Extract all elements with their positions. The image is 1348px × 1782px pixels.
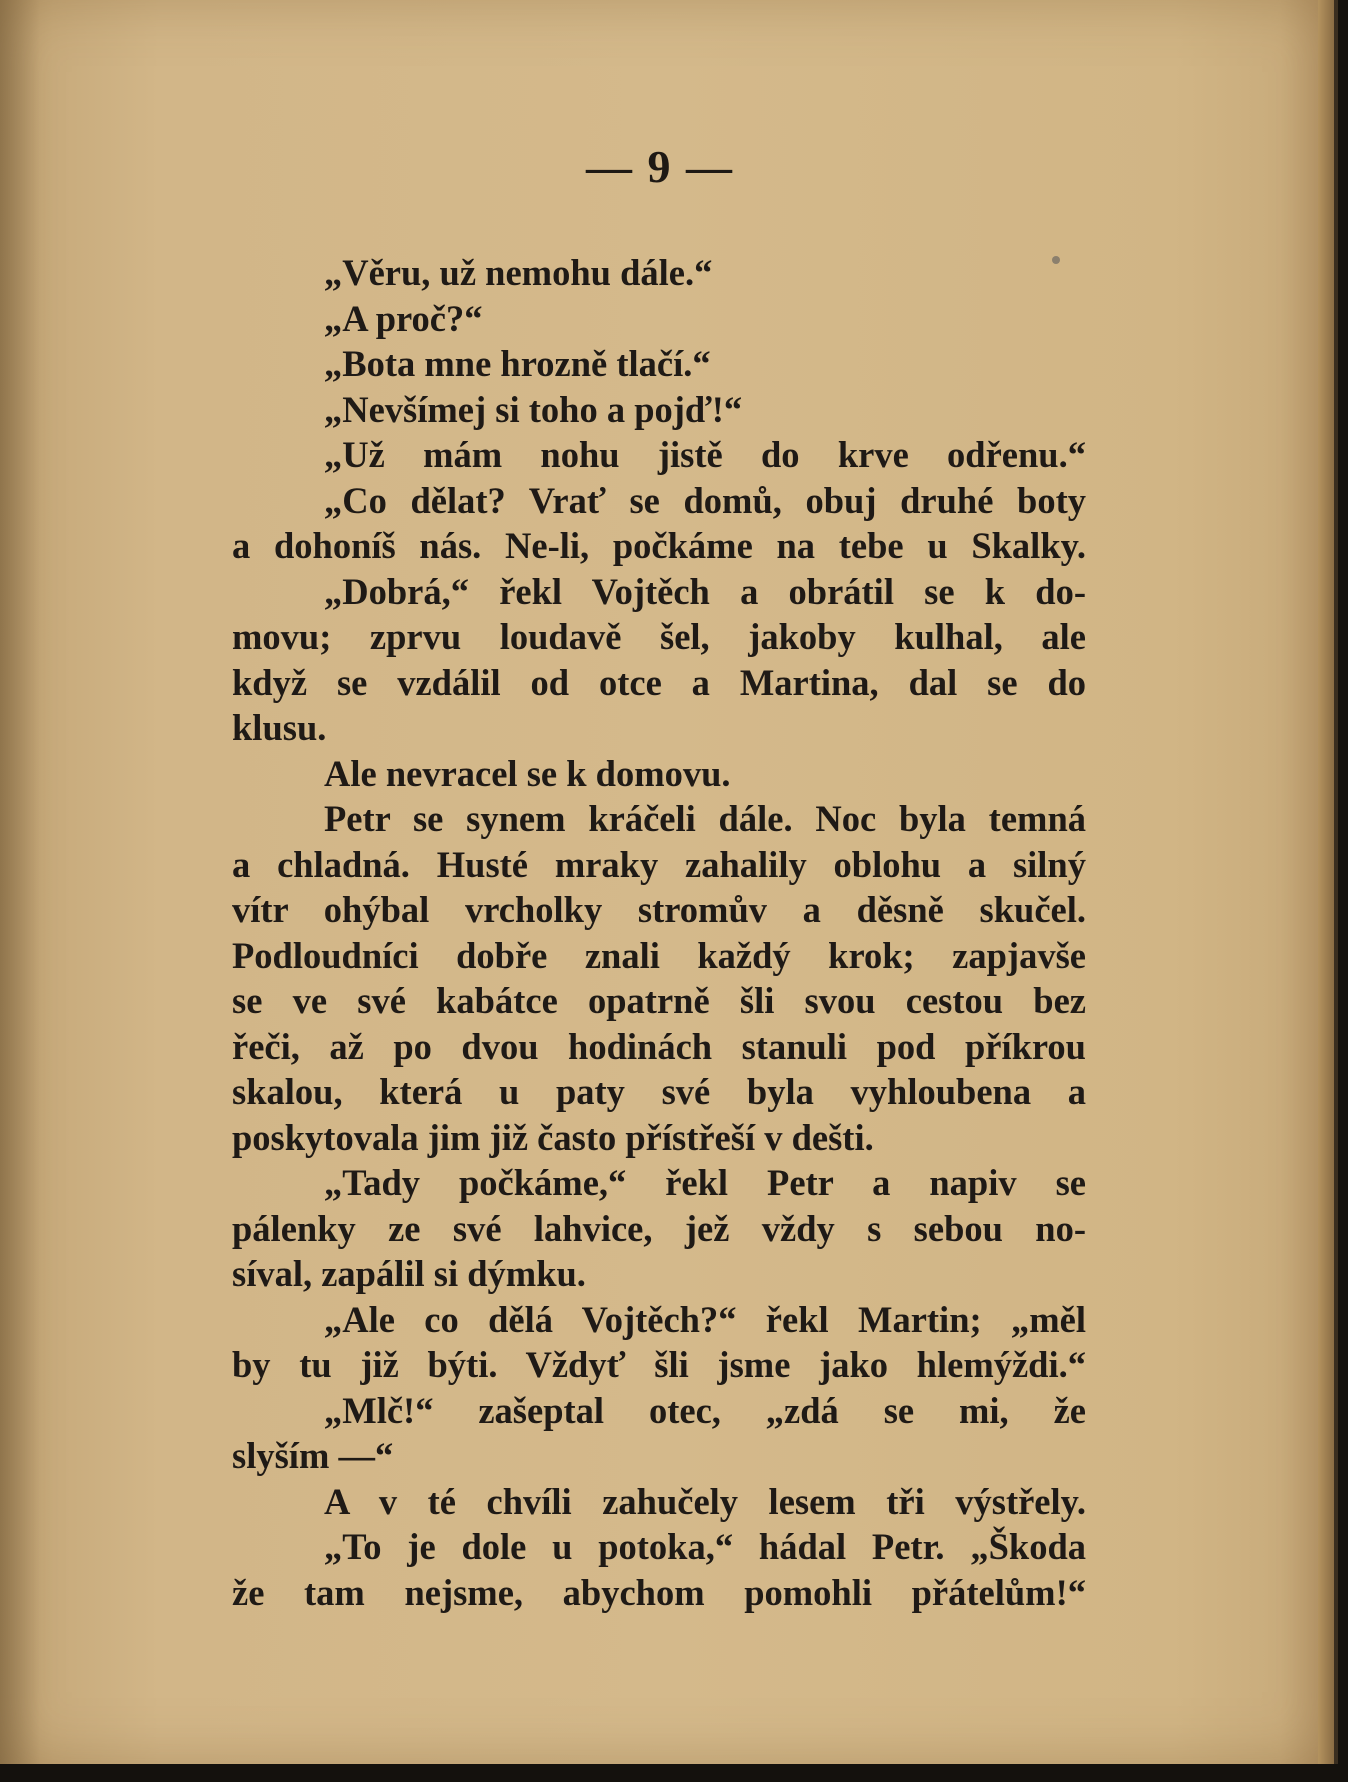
text-line: „Dobrá,“ řekl Vojtěch a obrátil se k do- [324, 570, 1086, 612]
text-line: síval, zapálil si dýmku. [232, 1253, 586, 1294]
text-line: klusu. [232, 707, 327, 748]
text-line: „Ale co dělá Vojtěch?“ řekl Martin; „měl [324, 1298, 1086, 1340]
text-line: Ale nevracel se k domovu. [324, 752, 731, 794]
text-line: poskytovala jim již často přístřeší v dešti. [232, 1116, 874, 1158]
text-line: „To je dole u potoka,“ hádal Petr. „Škoda [324, 1526, 1086, 1567]
text-line: „Tady počkáme,“ řekl Petr a napiv se [324, 1162, 1086, 1203]
text-line: že tam nejsme, abychom pomohli přátelům!“ [232, 1571, 1086, 1613]
text-line: „Už mám nohu jistě do krve odřenu.“ [324, 434, 1086, 475]
binding-shadow [0, 0, 40, 1764]
text-line: skalou, která u paty své byla vyhloubena a [232, 1071, 1086, 1112]
text-line: a dohoníš nás. Ne-li, počkáme na tebe u Skalky. [232, 525, 1086, 566]
text-line: „A proč?“ [324, 297, 483, 339]
text-line: se ve své kabátce opatrně šli svou cestou bez [232, 980, 1086, 1021]
page-number: — 9 — [586, 141, 734, 192]
text-line: A v té chvíli zahučely lesem tři výstřely. [324, 1480, 1086, 1522]
text-line: „Věru, už nemohu dále.“ [324, 252, 713, 293]
text-line: by tu již býti. Vždyť šli jsme jako hlemýždi.“ [232, 1344, 1086, 1385]
text-line: když se vzdálil od otce a Martina, dal se do [232, 661, 1086, 703]
text-line: pálenky ze své lahvice, jež vždy s sebou no- [232, 1207, 1086, 1249]
text-line: řeči, až po dvou hodinách stanuli pod příkrou [232, 1025, 1086, 1067]
text-line: slyším —“ [232, 1435, 394, 1476]
text-line: movu; zprvu loudavě šel, jakoby kulhal, ale [232, 616, 1086, 657]
body-text [232, 250, 1086, 1615]
text-line: „Co dělat? Vrať se domů, obuj druhé boty [324, 479, 1086, 521]
text-line: „Mlč!“ zašeptal otec, „zdá se mi, že [324, 1389, 1086, 1431]
page-edge [1318, 0, 1334, 1764]
text-line: vítr ohýbal vrcholky stromův a děsně skučel. [232, 889, 1086, 930]
text-line: „Nevšímej si toho a pojď!“ [324, 388, 743, 430]
text-line: Petr se synem kráčeli dále. Noc byla temná [324, 798, 1086, 839]
text-line: „Bota mne hrozně tlačí.“ [324, 343, 711, 384]
text-line: a chladná. Husté mraky zahalily oblohu a silný [232, 843, 1086, 885]
text-line: Podloudníci dobře znali každý krok; zapjavše [232, 934, 1086, 976]
